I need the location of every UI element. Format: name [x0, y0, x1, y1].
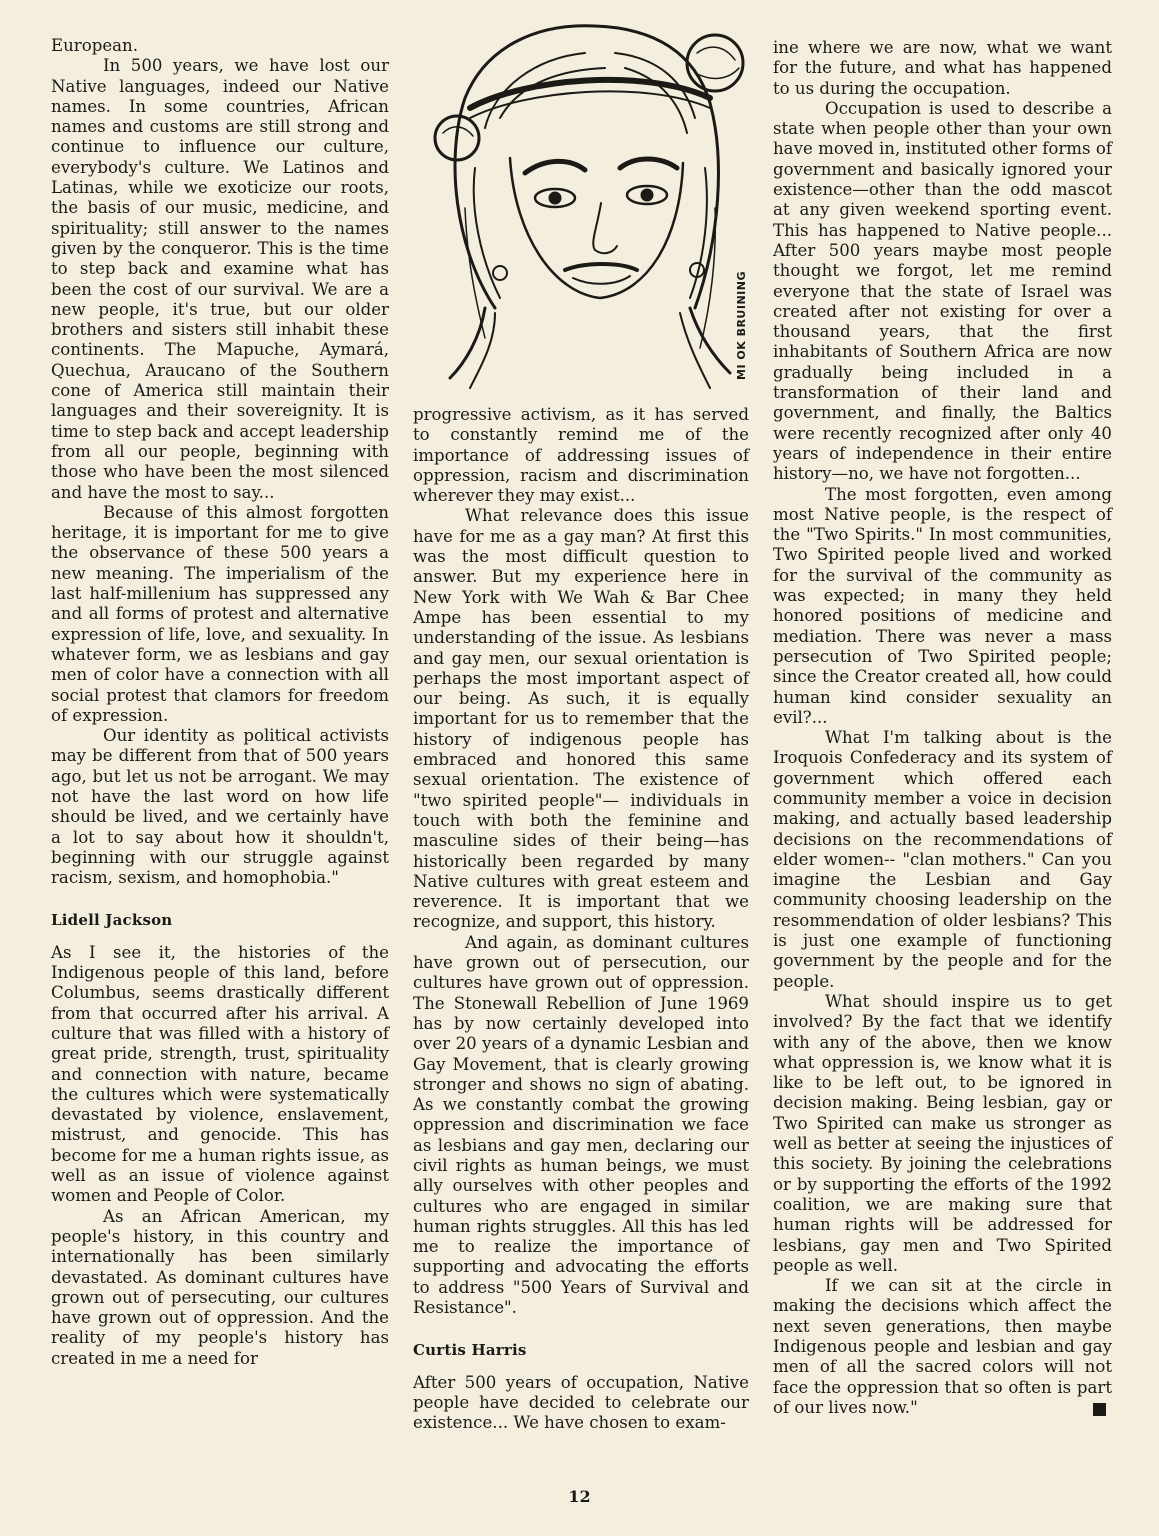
paragraph [773, 1276, 1112, 1418]
paragraph: Our identity as political activists may be different from that of 500 years ago, but let us not be arrogant. We may not have the last word on how life should be lived, and we certainly have a lot to say about how it shouldn't, beginning with our struggle against racism, sexism, and homophobia." [51, 726, 389, 888]
portrait-illustration [425, 8, 765, 400]
paragraph: In 500 years, we have lost our Native languages, indeed our Native names. In some countries, African names and customs are still strong and continue to influence our culture, everybody's culture. We Latinos and Latinas, while we exoticize our roots, the basis of our music, medicine, and spirituality; still answer to the names given by the conqueror. This is the time to step back and examine what has been the cost of our survival. We are a new people, it's true, but our older brothers and sisters still inhabit these continents. The Mapuche, Aymará, Quechua, Araucano of the Southern cone of America still maintain their languages and their sovereignity. It is time to step back and accept leadership from all our people, beginning with those who have been the most silenced and have the most to say... [51, 56, 389, 502]
paragraph: As I see it, the histories of the Indigenous people of this land, before Columbus, seems drastically different from that occurred after his arrival. A culture that was filled with a history of great pride, strength, trust, spirituality and connection with nature, became the cultures which were systematically devastated by violence, enslavement, mistrust, and genocide. This has become for me a human rights issue, as well as an issue of violence against women and People of Color. [51, 942, 389, 1206]
paragraph: And again, as dominant cultures have grown out of persecution, our cultures have grown out of oppression. The Stonewall Rebellion of June 1969 has by now certainly developed into over 20 years of a dynamic Lesbian and Gay Movement, that is clearly growing stronger and shows no sign of abating. As we constantly combat the growing oppression and discrimination we face as lesbians and gay men, declaring our civil rights as human beings, we must ally ourselves with other peoples and cultures who are engaged in similar human rights struggles. All this has led me to realize the importance of supporting and advocating the efforts to address "500 Years of Survival and Resistance". [413, 932, 749, 1318]
illustration-credit: MI OK BRUINING [735, 271, 748, 380]
author-byline: Curtis Harris [413, 1341, 527, 1360]
paragraph: As an African American, my people's history, in this country and internationally has been similarly devastated. As dominant cultures have grown out of persecuting, our cultures have grown out of oppression. And the reality of my people's history has created in me a need for [51, 1206, 389, 1368]
paragraph: European. [51, 36, 139, 55]
paragraph-text: If we can sit at the circle in making the decisions which affect the next seven generations, then maybe Indigenous people and lesbian and gay men of all the sacred colors will not face the oppression that so often is part of our lives now." [773, 1276, 1112, 1417]
paragraph: The most forgotten, even among most Native people, is the respect of the "Two Spirits." In most communities, Two Spirited people lived and worked for the survival of the community as was expected; in many they held honored positions of medicine and mediation. There was never a mass persecution of Two Spirited people; since the Creator created all, how could human kind consider sexuality an evil?... [773, 484, 1112, 727]
paragraph: ine where we are now, what we want for the future, and what has happened to us during the occupation. [773, 38, 1112, 98]
end-of-article-mark [1093, 1403, 1106, 1416]
paragraph: What relevance does this issue have for me as a gay man? At first this was the most difficult question to answer. But my experience here in New York with We Wah & Bar Chee Ampe has been essential to my understanding of the issue. As lesbians and gay men, our sexual orientation is perhaps the most important aspect of our being. As such, it is equally important for us to remember that the history of indigenous people has embraced and honored this same sexual orientation. The existence of "two spirited people"— individuals in touch with both the feminine and masculine sides of their being—has historically been regarded by many Native cultures with great esteem and reverence. It is important that we recognize, and support, this history. [413, 506, 749, 932]
paragraph: Because of this almost forgotten heritage, it is important for me to give the observance of these 500 years a new meaning. The imperialism of the last half-millenium has suppressed any and all forms of protest and alternative expression of life, love, and sexuality. In whatever form, we as lesbians and gay men of color have a connection with all social protest that clamors for freedom of expression. [51, 502, 389, 725]
left-column [51, 36, 389, 1369]
right-column [773, 38, 1112, 1418]
page-number: 12 [568, 1487, 591, 1506]
paragraph: What should inspire us to get involved? By the fact that we identify with any of the above, then we know what oppression is, we know what it is like to be left out, to be ignored in decision making. Being lesbian, gay or Two Spirited can make us stronger as well as better at seeing the injustices of this society. By joining the celebrations or by supporting the efforts of the 1992 coalition, we are making sure that human rights will be addressed for lesbians, gay men and Two Spirited people as well. [773, 991, 1112, 1275]
paragraph: After 500 years of occupation, Native people have decided to celebrate our existence... We have chosen to exam- [413, 1372, 749, 1433]
paragraph: Occupation is used to describe a state when people other than your own have moved in, instituted other forms of government and basically ignored your existence—other than the odd mascot at any given weekend sporting event. This has happened to Native people... After 500 years maybe most people thought we forgot, let me remind everyone that the state of Israel was created after not existing for over a thousand years, that the first inhabitants of Southern Africa are now gradually being included in a transformation of their land and government, and finally, the Baltics were recently recognized after only 40 years of independence in their entire history—no, we have not forgotten... [773, 98, 1112, 484]
paragraph: progressive activism, as it has served to constantly remind me of the importance of addressing issues of oppression, racism and discrimination wherever they may exist... [413, 405, 749, 506]
author-byline: Lidell Jackson [51, 911, 173, 930]
middle-column [413, 405, 749, 1434]
paragraph: What I'm talking about is the Iroquois Confederacy and its system of government which offered each community member a voice in decision making, and actually based leadership decisions on the recommendations of elder women-- "clan mothers." Can you imagine the Lesbian and Gay community choosing leadership on the resommendation of older lesbians? This is just one example of functioning government by the people and for the people. [773, 728, 1112, 991]
